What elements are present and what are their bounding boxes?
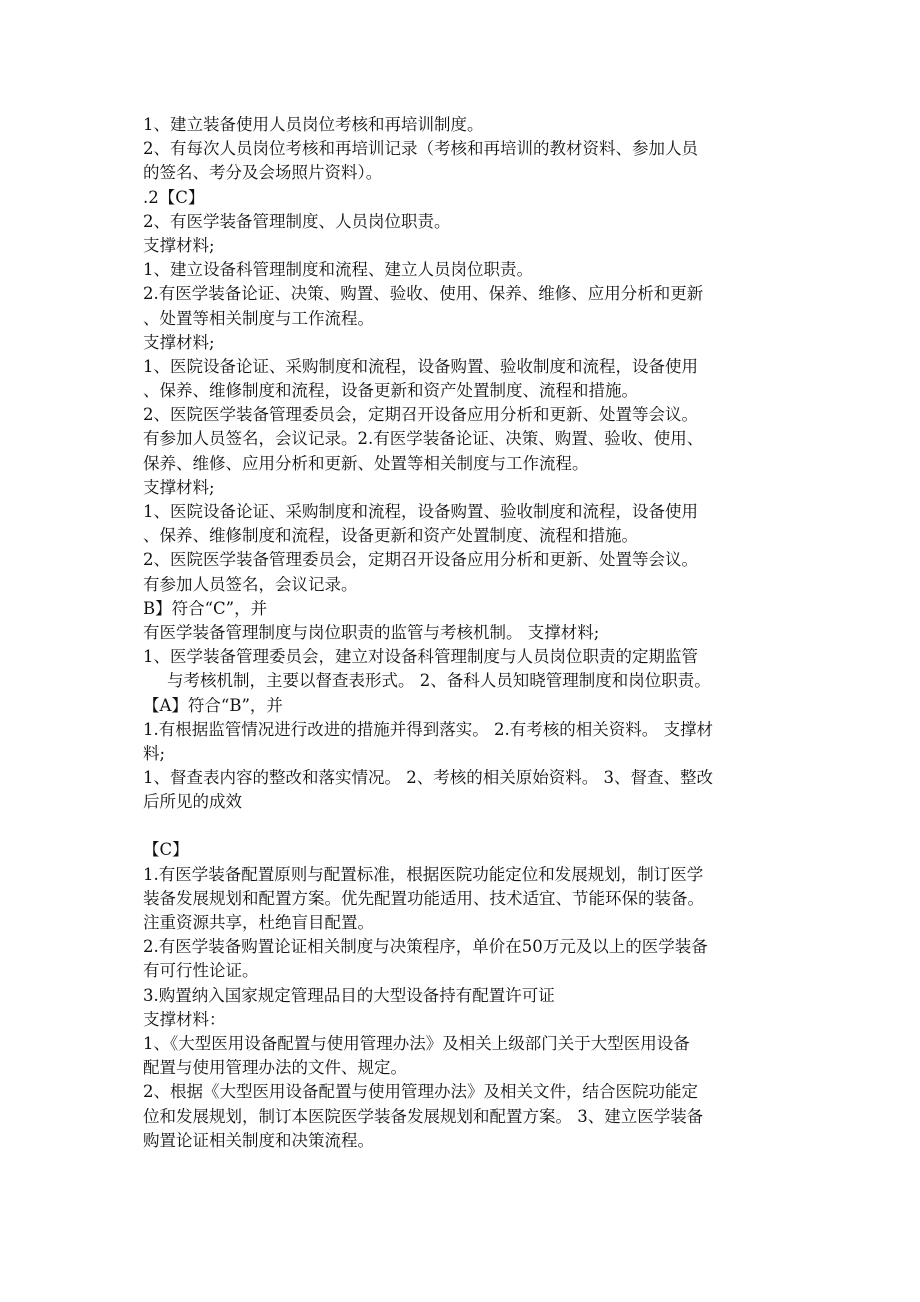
- text-line: 2、根据《大型医用设备配置与使用管理办法》及相关文件，结合医院功能定: [143, 1082, 698, 1102]
- text-line: 支撑材料：: [143, 1009, 226, 1029]
- text-line: 1、医院设备论证、采购制度和流程，设备购置、验收制度和流程，设备使用: [143, 502, 698, 521]
- text-line: 1.有医学装备配置原则与配置标准，根据医院功能定位和发展规划，制订医学: [143, 864, 704, 884]
- text-line: 、处置等相关制度与工作流程。: [143, 308, 374, 328]
- text-line: 料;: [143, 743, 166, 763]
- text-line: 购置论证相关制度和决策流程。: [143, 1130, 374, 1150]
- text-line: B】符合“C”，并: [143, 598, 268, 618]
- text-line: 支撑材料;: [143, 332, 215, 352]
- text-line: 2.有医学装备购置论证相关制度与决策程序，单价在50万元及以上的医学装备: [143, 937, 708, 957]
- text-line: 的签名、考分及会场照片资料）。: [143, 163, 383, 183]
- text-line: 有可行性论证。: [143, 961, 259, 981]
- text-line: 【A】符合“B”，并: [143, 695, 283, 715]
- text-line: 位和发展规划，制订本医院医学装备发展规划和配置方案。 3、建立医学装备: [143, 1106, 704, 1126]
- text-line: .2【C】: [143, 187, 205, 207]
- text-line: 支撑材料;: [143, 235, 215, 255]
- text-line: 【C】: [143, 840, 189, 860]
- text-line: 、保养、维修制度和流程，设备更新和资产处置制度、流程和措施。: [143, 526, 638, 546]
- text-line: 2、有医学装备管理制度、人员岗位职责。: [143, 211, 451, 231]
- text-line: 保养、维修、应用分析和更新、处置等相关制度与工作流程。: [143, 453, 589, 473]
- text-line: 2、医院医学装备管理委员会，定期召开设备应用分析和更新、处置等会议。: [143, 405, 698, 425]
- text-line: 1、《大型医用设备配置与使用管理办法》及相关上级部门关于大型医用设备: [143, 1033, 690, 1053]
- text-line: 1.有根据监管情况进行改进的措施并得到落实。 2.有考核的相关资料。 支撑材: [143, 719, 713, 739]
- text-line: 3.购置纳入国家规定管理品目的大型设备持有配置许可证: [143, 985, 555, 1005]
- text-line: 、保养、维修制度和流程，设备更新和资产处置制度、流程和措施。: [143, 381, 638, 401]
- text-line: 2、医院医学装备管理委员会，定期召开设备应用分析和更新、处置等会议。: [143, 550, 698, 570]
- text-line: 与考核机制，主要以督查表形式。 2、备科人员知晓管理制度和岗位职责。: [167, 671, 711, 691]
- text-line: 有参加人员签名，会议记录。2.有医学装备论证、决策、购置、验收、使用、: [143, 429, 704, 449]
- text-line: 2.有医学装备论证、决策、购置、验收、使用、保养、维修、应用分析和更新: [143, 284, 704, 304]
- text-line: 1、医院设备论证、采购制度和流程，设备购置、验收制度和流程，设备使用: [143, 356, 698, 376]
- text-line: 有医学装备管理制度与岗位职责的监管与考核机制。 支撑材料;: [143, 622, 600, 642]
- text-line: 1、医学装备管理委员会，建立对设备科管理制度与人员岗位职责的定期监管: [143, 647, 698, 667]
- text-line: 配置与使用管理办法的文件、规定。: [143, 1058, 407, 1078]
- text-line: 注重资源共享，杜绝盲目配置。: [143, 913, 374, 932]
- text-line: 1、督查表内容的整改和落实情况。 2、考核的相关原始资料。 3、督查、整改: [143, 768, 713, 788]
- text-line: 2、有每次人员岗位考核和再培训记录（考核和再培训的教材资料、参加人员: [143, 139, 698, 159]
- text-line: 装备发展规划和配置方案。优先配置功能适用、技术适宜、节能环保的装备。: [143, 888, 704, 908]
- text-line: 支撑材料;: [143, 477, 215, 497]
- text-line: 1、建立装备使用人员岗位考核和再培训制度。: [143, 115, 484, 134]
- document-body: [143, 113, 775, 1153]
- text-line: 1、建立设备科管理制度和流程、建立人员岗位职责。: [143, 260, 533, 280]
- blank-line: [143, 814, 775, 838]
- text-line: 有参加人员签名，会议记录。: [143, 574, 358, 594]
- text-line: 后所见的成效: [143, 792, 242, 812]
